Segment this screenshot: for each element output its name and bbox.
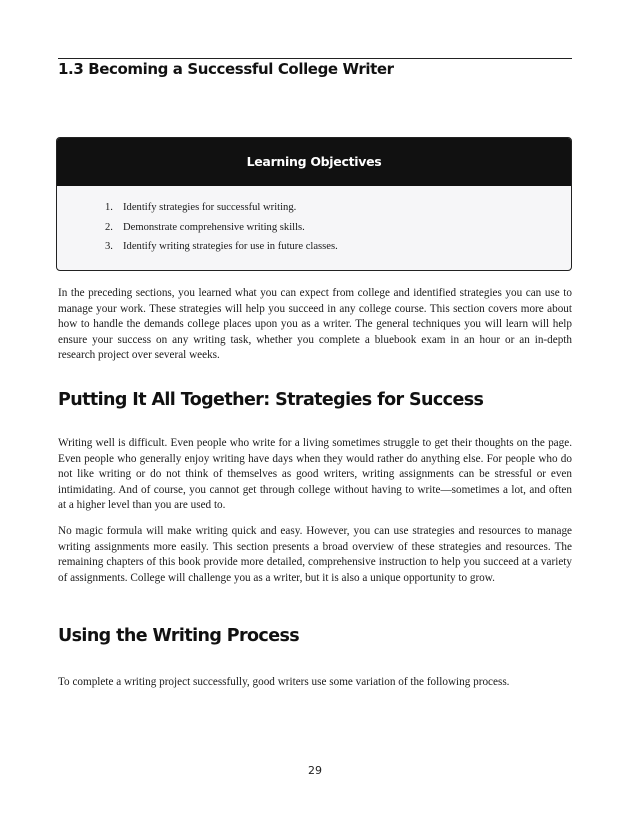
list-item	[57, 198, 571, 218]
paragraph-no-magic-formula: No magic formula will make writing quick and easy. However, you can use strategies and resources to manage writing assignments more easily. This section presents a broad overview of these strategies and resources. The remaining chapters of this book provide more detailed, comprehensive instruction to help you succeed at a variety of assignments. College will challenge you as a writer, but it is also a unique opportunity to grow.	[58, 525, 572, 584]
intro-paragraph: In the preceding sections, you learned what you can expect from college and identified strategies you can use to manage your work. These strategies will help you succeed in any college course. This section covers more about how to handle the demands college places upon you as a writer. The general techniques you will learn will help ensure your success on any writing task, whether you complete a bluebook exam in an hour or an in-depth research project over several weeks.	[58, 287, 572, 362]
list-item-text: Demonstrate comprehensive writing skills.	[123, 221, 305, 233]
list-item	[57, 237, 571, 257]
learning-objectives-heading: Learning Objectives	[57, 138, 571, 186]
list-item-number: 3.	[105, 241, 113, 252]
paragraph-writing-well: Writing well is difficult. Even people who write for a living sometimes struggle to get their thoughts on the page. Even people who generally enjoy writing have days when they would rather do anything else. For people who do not like writing or do not think of themselves as good writers, writing assignments can be stressful or even intimidating. And of course, you cannot get through college without having to write—sometimes a lot, and often at a higher level than you are used to.	[58, 437, 572, 512]
list-item-text: Identify writing strategies for use in future classes.	[123, 241, 338, 252]
list-item-text: Identify strategies for successful writing.	[123, 202, 297, 213]
section-title: 1.3 Becoming a Successful College Writer	[58, 60, 394, 78]
top-rule	[58, 58, 572, 59]
list-item-number: 2.	[105, 221, 113, 233]
learning-objectives-list	[57, 186, 571, 257]
heading-using-writing-process: Using the Writing Process	[58, 626, 300, 646]
page-number: 29	[308, 764, 322, 777]
list-item-number: 1.	[105, 202, 113, 213]
heading-putting-it-all-together: Putting It All Together: Strategies for Success	[58, 390, 484, 410]
list-item	[57, 218, 571, 238]
learning-objectives-box	[56, 137, 572, 271]
paragraph-writing-process: To complete a writing project successfully, good writers use some variation of the following process.	[58, 676, 510, 688]
